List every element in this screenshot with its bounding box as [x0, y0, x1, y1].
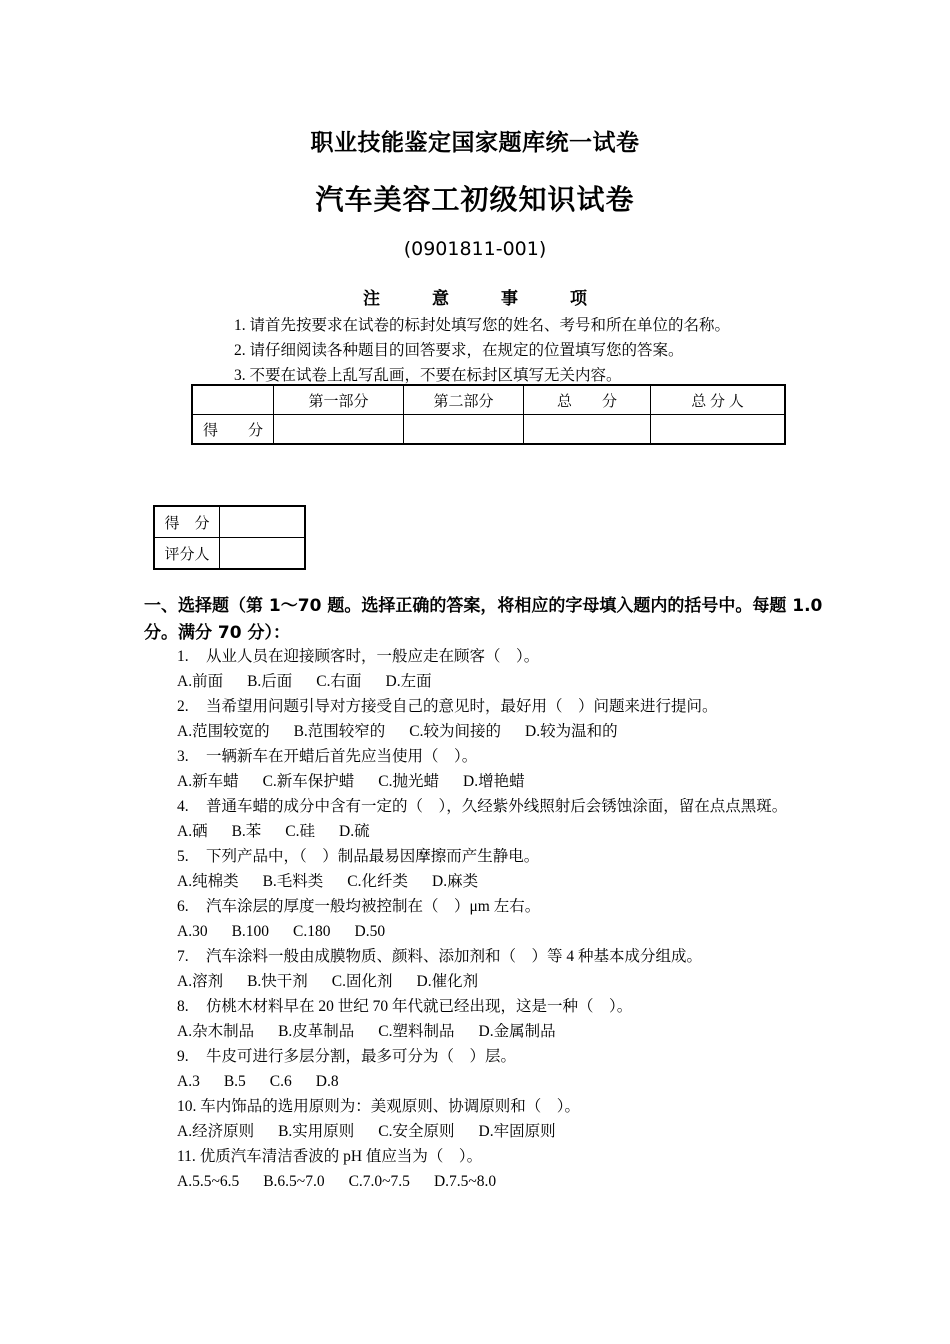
option-c: C.化纤类: [347, 873, 409, 890]
score-table-header-scorer: 总 分 人: [651, 385, 786, 415]
question-stem: [177, 644, 817, 669]
question-number: 11.: [177, 1148, 196, 1165]
question-number: 9.: [177, 1048, 189, 1065]
question-options: [177, 669, 817, 694]
grader-row-score: [154, 506, 305, 538]
score-table-header-part1: 第一部分: [274, 385, 404, 415]
option-b: B.苯: [231, 823, 262, 840]
question-list: [177, 644, 817, 1194]
question-text: 优质汽车清洁香波的 pH 值应当为（ ）。: [199, 1148, 483, 1165]
option-a: A.前面: [177, 673, 224, 690]
question-number: 8.: [177, 998, 189, 1015]
option-a: A.纯棉类: [177, 873, 239, 890]
question-item: [177, 1094, 817, 1144]
question-stem: [177, 844, 817, 869]
option-b: B.皮革制品: [278, 1023, 355, 1040]
option-c: C.塑料制品: [378, 1023, 455, 1040]
score-cell-total[interactable]: [524, 415, 651, 445]
question-stem: [177, 1144, 817, 1169]
question-text: 下列产品中，（ ）制品最易因摩擦而产生静电。: [206, 848, 540, 865]
question-text: 从业人员在迎接顾客时，一般应走在顾客（ ）。: [206, 648, 540, 665]
grader-row-grader: [154, 538, 305, 570]
question-item: [177, 1044, 817, 1094]
question-number: 4.: [177, 798, 189, 815]
question-item: [177, 994, 817, 1044]
question-stem: [177, 944, 817, 969]
question-number: 1.: [177, 648, 189, 665]
question-options: [177, 869, 817, 894]
exam-series-title: 职业技能鉴定国家题库统一试卷: [310, 130, 640, 156]
question-number: 6.: [177, 898, 189, 915]
score-table-header-part2: 第二部分: [404, 385, 524, 415]
question-options: [177, 769, 817, 794]
option-a: A.硒: [177, 823, 208, 840]
score-table: [191, 384, 786, 445]
question-number: 10.: [177, 1098, 197, 1115]
option-b: B.100: [231, 923, 270, 940]
option-d: D.较为温和的: [525, 723, 618, 740]
score-table-score-row: [192, 415, 785, 445]
exam-title: 汽车美容工初级知识试卷: [315, 183, 635, 216]
notice-heading: [0, 284, 950, 309]
question-options: [177, 969, 817, 994]
question-number: 3.: [177, 748, 189, 765]
question-stem: [177, 894, 817, 919]
option-a: A.经济原则: [177, 1123, 255, 1140]
question-stem: [177, 694, 817, 719]
option-b: B.毛料类: [262, 873, 324, 890]
option-b: B.快干剂: [247, 973, 308, 990]
score-table-header-row: [192, 385, 785, 415]
option-a: A.新车蜡: [177, 773, 239, 790]
score-table-corner: [192, 385, 274, 415]
option-c: C.右面: [316, 673, 362, 690]
question-text: 仿桃木材料早在 20 世纪 70 年代就已经出现，这是一种（ ）。: [206, 998, 633, 1015]
option-c: C.较为间接的: [409, 723, 502, 740]
question-item: [177, 1144, 817, 1194]
option-a: A.杂木制品: [177, 1023, 255, 1040]
question-item: [177, 944, 817, 994]
question-item: [177, 694, 817, 744]
option-d: D.金属制品: [478, 1023, 556, 1040]
notice-item: 2. 请仔细阅读各种题目的回答要求，在规定的位置填写您的答案。: [234, 342, 684, 359]
question-options: [177, 1069, 817, 1094]
option-b: B.范围较窄的: [293, 723, 386, 740]
score-table-header-total: 总 分: [524, 385, 651, 415]
score-cell-scorer[interactable]: [651, 415, 786, 445]
question-options: [177, 1169, 817, 1194]
question-options: [177, 1019, 817, 1044]
question-options: [177, 819, 817, 844]
question-text: 汽车涂料一般由成膜物质、颜料、添加剂和（ ）等 4 种基本成分组成。: [206, 948, 703, 965]
question-stem: [177, 794, 817, 819]
question-options: [177, 1119, 817, 1144]
option-a: A.3: [177, 1073, 200, 1090]
grader-table: [153, 505, 306, 570]
question-item: [177, 894, 817, 944]
option-d: D.麻类: [432, 873, 479, 890]
option-d: D.8: [315, 1073, 339, 1090]
question-text: 一辆新车在开蜡后首先应当使用（ ）。: [206, 748, 478, 765]
option-c: C.安全原则: [378, 1123, 455, 1140]
question-text: 汽车涂层的厚度一般均被控制在（ ）μm 左右。: [206, 898, 541, 915]
question-stem: [177, 1044, 817, 1069]
option-c: C.6: [269, 1073, 292, 1090]
option-c: C.固化剂: [331, 973, 393, 990]
section-title: 一、选择题（第 1～70 题。选择正确的答案，将相应的字母填入题内的括号中。每题 1.0 分。满分 70 分）：: [144, 596, 823, 643]
grader-name-label: 评分人: [154, 538, 220, 570]
option-b: B.5: [223, 1073, 246, 1090]
question-text: 当希望用问题引导对方接受自己的意见时，最好用（ ）问题来进行提问。: [206, 698, 718, 715]
question-text: 车内饰品的选用原则为：美观原则、协调原则和（ ）。: [200, 1098, 581, 1115]
question-item: [177, 744, 817, 794]
option-a: A.溶剂: [177, 973, 224, 990]
question-number: 7.: [177, 948, 189, 965]
option-d: D.硫: [339, 823, 370, 840]
exam-code: (0901811-001): [403, 238, 547, 260]
option-d: D.左面: [385, 673, 432, 690]
question-number: 5.: [177, 848, 189, 865]
question-item: [177, 794, 817, 844]
option-b: B.实用原则: [278, 1123, 355, 1140]
option-d: D.50: [354, 923, 386, 940]
option-a: A.5.5~6.5: [177, 1173, 240, 1190]
option-c: C.180: [293, 923, 331, 940]
question-item: [177, 644, 817, 694]
score-row-label: 得 分: [192, 415, 274, 445]
option-b: B.6.5~7.0: [263, 1173, 325, 1190]
option-c: C.抛光蜡: [378, 773, 440, 790]
option-a: A.30: [177, 923, 208, 940]
option-c: C.硅: [285, 823, 316, 840]
notice-heading-char: 项: [570, 289, 587, 309]
option-b: C.新车保护蜡: [262, 773, 355, 790]
option-d: D.催化剂: [416, 973, 479, 990]
option-a: A.范围较宽的: [177, 723, 270, 740]
notice-heading-char: 事: [501, 289, 518, 309]
option-d: D.增艳蜡: [463, 773, 525, 790]
grader-name-cell[interactable]: [220, 538, 306, 570]
question-stem: [177, 744, 817, 769]
question-text: 牛皮可进行多层分割，最多可分为（ ）层。: [206, 1048, 517, 1065]
option-b: B.后面: [247, 673, 293, 690]
notice-heading-char: 意: [432, 289, 449, 309]
grader-score-label: 得 分: [154, 506, 220, 538]
question-text: 普通车蜡的成分中含有一定的（ ），久经紫外线照射后会锈蚀涂面，留在点点黑斑。: [206, 798, 788, 815]
option-d: D.7.5~8.0: [433, 1173, 497, 1190]
notice-list: [234, 313, 730, 388]
question-stem: [177, 1094, 817, 1119]
score-cell-part1[interactable]: [274, 415, 404, 445]
score-cell-part2[interactable]: [404, 415, 524, 445]
question-options: [177, 719, 817, 744]
question-options: [177, 919, 817, 944]
question-stem: [177, 994, 817, 1019]
option-c: C.7.0~7.5: [348, 1173, 410, 1190]
notice-heading-char: 注: [363, 289, 380, 309]
notice-item: 1. 请首先按要求在试卷的标封处填写您的姓名、考号和所在单位的名称。: [234, 317, 731, 334]
option-d: D.牢固原则: [478, 1123, 556, 1140]
question-number: 2.: [177, 698, 189, 715]
grader-score-cell[interactable]: [220, 506, 306, 538]
notice-item: 3. 不要在试卷上乱写乱画，不要在标封区填写无关内容。: [234, 367, 622, 384]
question-item: [177, 844, 817, 894]
